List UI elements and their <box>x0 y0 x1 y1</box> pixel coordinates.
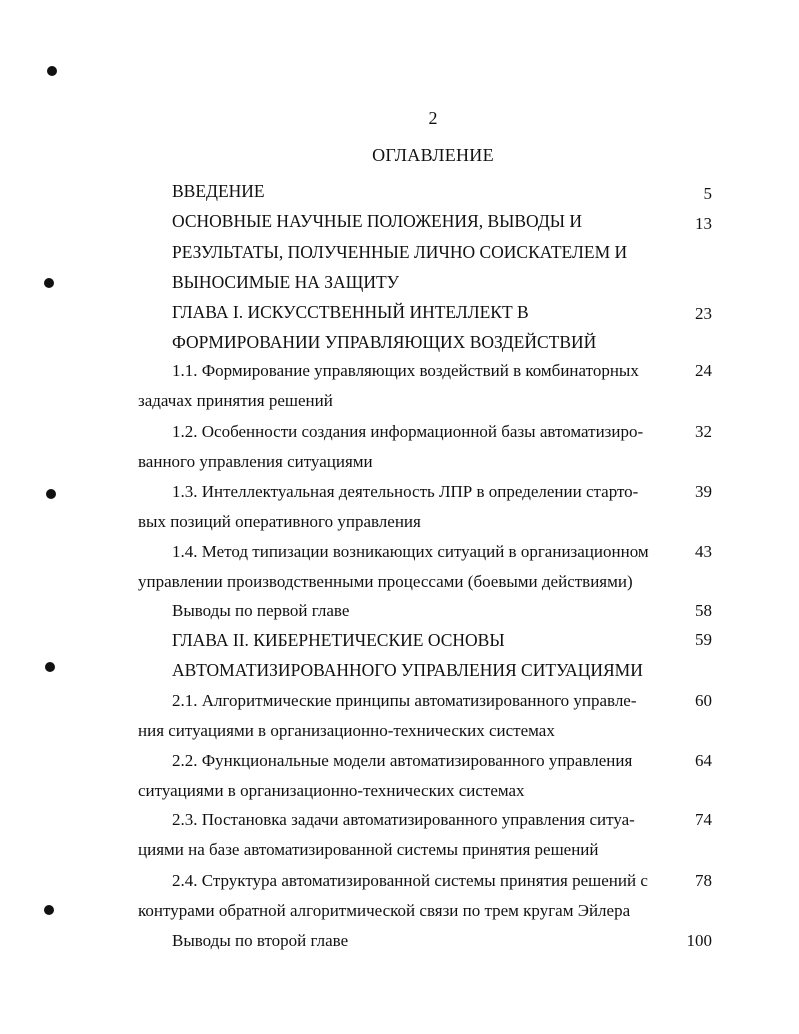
toc-page-number: 100 <box>686 931 712 950</box>
toc-entry-line: 1.2. Особенности создания информационной базы автоматизиро- <box>172 422 644 441</box>
toc-entry-line: Выводы по второй главе <box>172 931 349 950</box>
toc-page-number: 39 <box>695 482 712 501</box>
toc-page-number: 59 <box>695 630 712 649</box>
toc-entry-line: 2.3. Постановка задачи автоматизированного управления ситуа- <box>172 810 635 829</box>
punch-mark <box>47 66 57 76</box>
toc-entry-line: ванного управления ситуациями <box>138 452 373 471</box>
toc-page-number: 78 <box>695 871 712 890</box>
toc-entry-line: управлении производственными процессами (боевыми действиями) <box>138 572 633 591</box>
toc-page-number: 24 <box>695 361 712 380</box>
toc-entry-line: задачах принятия решений <box>138 391 333 410</box>
toc-entry-line: ГЛАВА II. КИБЕРНЕТИЧЕСКИЕ ОСНОВЫ <box>172 630 505 650</box>
toc-page-number: 5 <box>703 184 712 203</box>
toc-entry-line: 1.1. Формирование управляющих воздействий в комбинаторных <box>172 361 639 380</box>
toc-page-number: 43 <box>695 542 712 561</box>
toc-entry-line: ФОРМИРОВАНИИ УПРАВЛЯЮЩИХ ВОЗДЕЙСТВИЙ <box>172 332 597 352</box>
toc-entry-line: Выводы по первой главе <box>172 601 350 620</box>
toc-page-number: 74 <box>695 810 712 829</box>
toc-entry-line: 2.2. Функциональные модели автоматизированного управления <box>172 751 633 770</box>
toc-page-number: 23 <box>695 304 712 323</box>
punch-mark <box>46 489 56 499</box>
toc-entry-line: ВЫНОСИМЫЕ НА ЗАЩИТУ <box>172 272 400 292</box>
page-number: 2 <box>428 108 438 128</box>
toc-entry-line: АВТОМАТИЗИРОВАННОГО УПРАВЛЕНИЯ СИТУАЦИЯМИ <box>172 660 643 680</box>
punch-mark <box>44 278 54 288</box>
punch-mark <box>44 905 54 915</box>
toc-page-number: 58 <box>695 601 712 620</box>
toc-entry-line: ОСНОВНЫЕ НАУЧНЫЕ ПОЛОЖЕНИЯ, ВЫВОДЫ И <box>172 211 583 231</box>
toc-entry-line: 1.3. Интеллектуальная деятельность ЛПР в определении старто- <box>172 482 639 501</box>
toc-entry-line: РЕЗУЛЬТАТЫ, ПОЛУЧЕННЫЕ ЛИЧНО СОИСКАТЕЛЕМ И <box>172 242 628 262</box>
toc-entry-line: циями на базе автоматизированной системы принятия решений <box>138 840 599 859</box>
toc-entry-line: 2.1. Алгоритмические принципы автоматизированного управле- <box>172 691 637 710</box>
toc-entry-line: вых позиций оперативного управления <box>138 512 421 531</box>
toc-page-number: 13 <box>695 214 712 233</box>
toc-entry-line: ВВЕДЕНИЕ <box>172 181 265 201</box>
toc-entry-line: ния ситуациями в организационно-технических системах <box>138 721 555 740</box>
toc-page-number: 64 <box>695 751 712 770</box>
toc-entry-line: 2.4. Структура автоматизированной системы принятия решений с <box>172 871 648 890</box>
toc-page-number: 60 <box>695 691 712 710</box>
toc-entry-line: контурами обратной алгоритмической связи по трем кругам Эйлера <box>138 901 631 920</box>
page-title: ОГЛАВЛЕНИЕ <box>372 145 494 165</box>
toc-entry-line: ГЛАВА I. ИСКУССТВЕННЫЙ ИНТЕЛЛЕКТ В <box>172 302 529 322</box>
toc-entry-line: ситуациями в организационно-технических системах <box>138 781 525 800</box>
punch-mark <box>45 662 55 672</box>
toc-entry-line: 1.4. Метод типизации возникающих ситуаций в организационном <box>172 542 649 561</box>
toc-page-number: 32 <box>695 422 712 441</box>
